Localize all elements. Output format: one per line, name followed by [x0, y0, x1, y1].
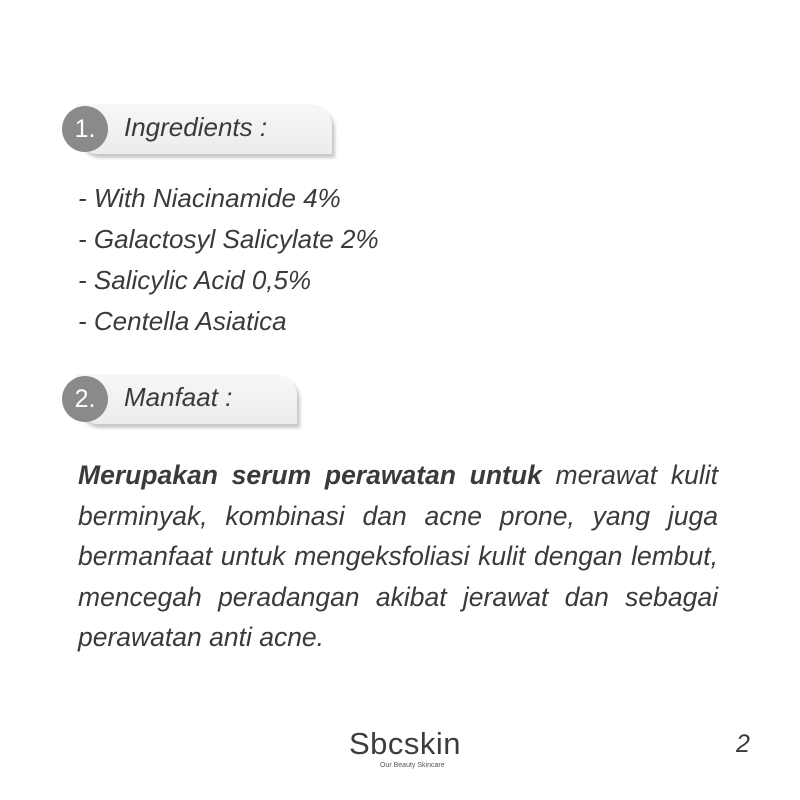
section-number-badge: 1. [62, 106, 108, 152]
ingredient-item: - With Niacinamide 4% [78, 183, 341, 213]
section-header-benefit [62, 372, 297, 428]
benefit-lead-text: Merupakan serum perawatan untuk [78, 460, 542, 490]
section-header-ingredients [62, 102, 332, 158]
benefit-body-text: merawat kulit berminyak, kombinasi dan acne prone, yang juga bermanfaat untuk mengeksfoliasi kulit dengan lembut, mencegah peradangan akibat jerawat dan sebagai perawatan anti acne. [78, 460, 718, 652]
ingredient-item: - Salicylic Acid 0,5% [78, 265, 312, 295]
ingredient-item: - Centella Asiatica [78, 306, 287, 336]
brand-logo [330, 726, 480, 769]
benefit-description [78, 455, 718, 658]
ingredient-item: - Galactosyl Salicylate 2% [78, 224, 379, 254]
brand-name: Sbcskin [348, 726, 462, 761]
page-number: 2 [736, 730, 750, 758]
brand-tagline: Our Beauty Skincare [380, 762, 445, 769]
section-number-badge: 2. [62, 376, 108, 422]
section-title-benefit: Manfaat : [124, 382, 233, 412]
section-title-ingredients: Ingredients : [124, 112, 268, 142]
ingredients-list [78, 178, 379, 342]
